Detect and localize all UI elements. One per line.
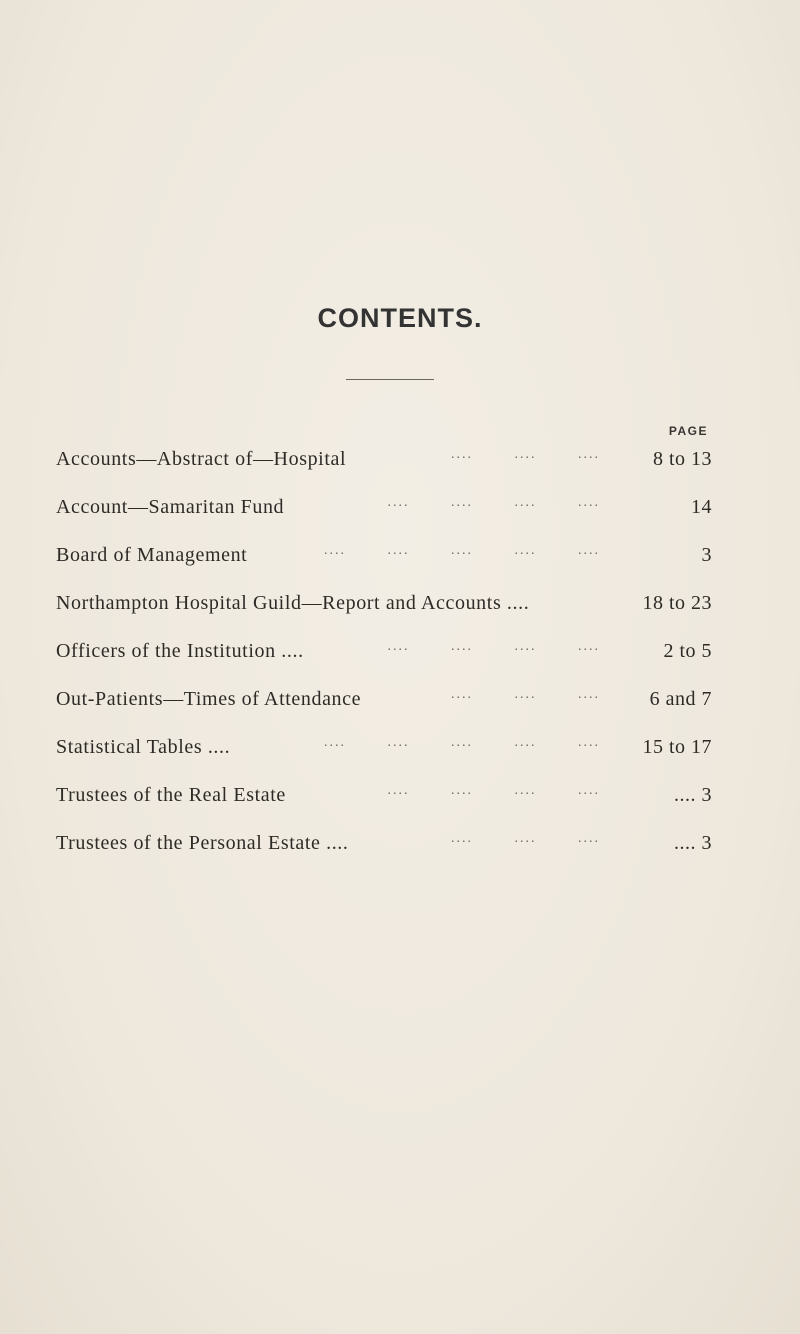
page-title: CONTENTS. <box>317 303 483 333</box>
toc-entry-page: .... 3 <box>674 784 712 806</box>
toc-entry-leader: .... .... .... .... .... <box>324 543 600 558</box>
table-of-contents <box>56 442 712 874</box>
toc-entry <box>56 778 712 826</box>
toc-entry-label: Board of Management <box>56 544 248 566</box>
toc-entry-leader: .... .... .... <box>451 831 600 846</box>
toc-entry <box>56 586 712 634</box>
toc-entry-label: Account—Samaritan Fund <box>56 496 285 518</box>
toc-entry <box>56 490 712 538</box>
toc-entry <box>56 826 712 874</box>
toc-entry-label: Out-Patients—Times of Attendance <box>56 688 362 710</box>
toc-entry <box>56 442 712 490</box>
toc-entry-label: Statistical Tables .... <box>56 736 231 758</box>
toc-entry-label: Northampton Hospital Guild—Report and Accounts .... <box>56 592 530 614</box>
toc-entry-leader: .... .... .... .... <box>387 783 600 798</box>
toc-entry-label: Officers of the Institution .... <box>56 640 304 662</box>
toc-entry-leader: .... .... .... .... .... <box>324 735 600 750</box>
toc-entry-page: 8 to 13 <box>652 448 712 470</box>
toc-entry-page: 14 <box>691 496 712 518</box>
toc-entry-page: 15 to 17 <box>642 736 712 758</box>
toc-entry <box>56 634 712 682</box>
toc-entry-page: 2 to 5 <box>663 640 712 662</box>
toc-entry-leader: .... .... .... <box>451 687 600 702</box>
toc-entry <box>56 682 712 730</box>
toc-entry-label: Trustees of the Real Estate <box>56 784 286 806</box>
toc-entry-page: 3 <box>701 544 712 566</box>
toc-entry-label: Trustees of the Personal Estate .... <box>56 832 349 854</box>
toc-entry-leader: .... .... .... .... <box>387 495 600 510</box>
toc-entry <box>56 538 712 586</box>
page-column-header: PAGE <box>668 424 708 438</box>
toc-entry-page: .... 3 <box>674 832 712 854</box>
title-divider <box>346 379 434 380</box>
toc-entry-label: Accounts—Abstract of—Hospital <box>56 448 347 470</box>
toc-entry <box>56 730 712 778</box>
toc-entry-leader: .... .... .... .... <box>387 639 600 654</box>
toc-entry-leader: .... .... .... <box>451 447 600 462</box>
toc-entry-page: 18 to 23 <box>642 592 712 614</box>
toc-entry-page: 6 and 7 <box>649 688 712 710</box>
